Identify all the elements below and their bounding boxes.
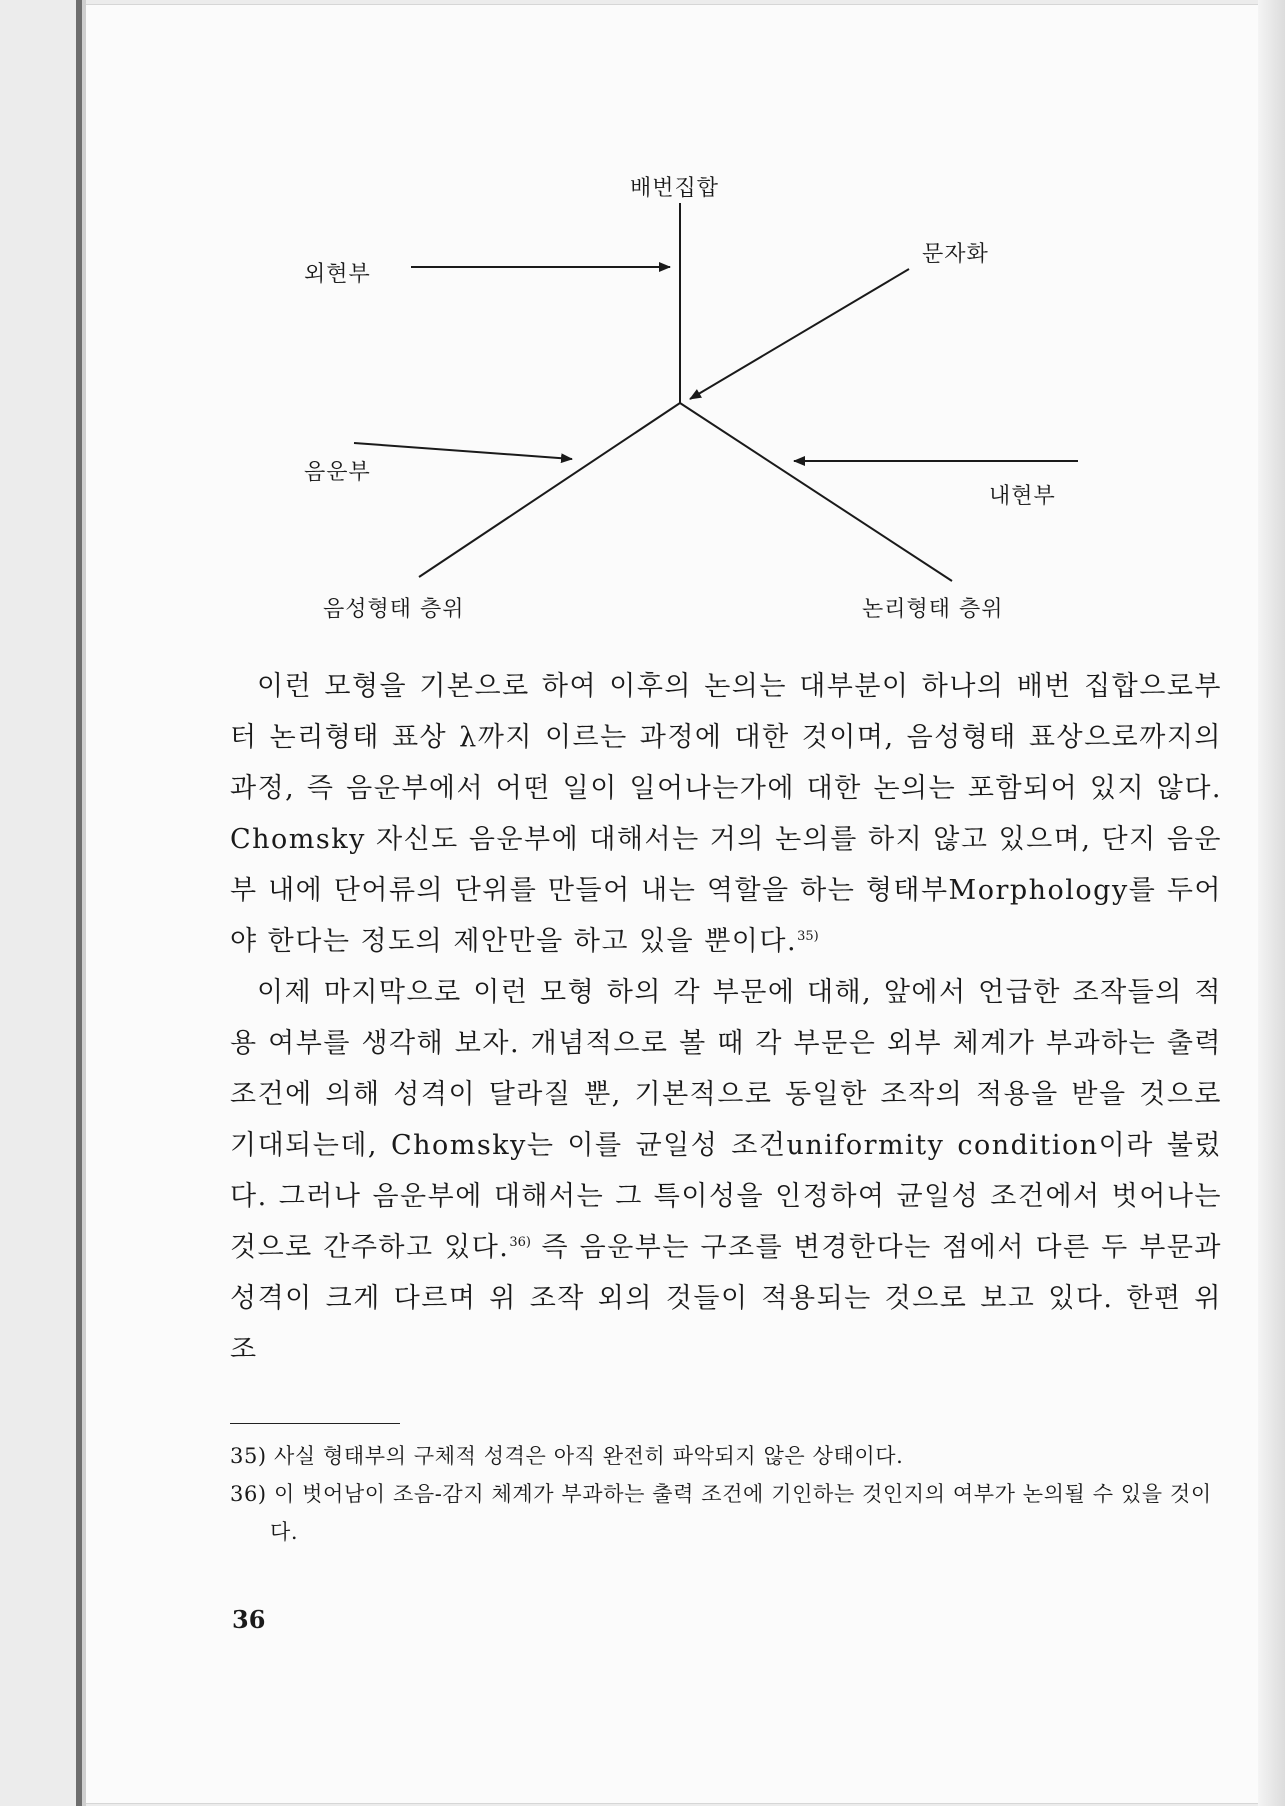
footnote-ref-35: 35) [797, 929, 819, 944]
branch-left-line [419, 403, 680, 577]
page-number: 36 [232, 1605, 266, 1634]
label-spell-out: 문자화 [922, 242, 989, 267]
label-numeration: 배번집합 [630, 176, 720, 201]
paragraph-1-text: 이런 모형을 기본으로 하여 이후의 논의는 대부분이 하나의 배번 집합으로부터 논리형태 표상 λ까지 이르는 과정에 대한 것이며, 음성형태 표상으로까지의 과정, 즉 음운부에서 어떤 일이 일어나는가에 대한 논의는 포함되어 있지 않다. Chomsky 자신도 음운부에 대해서는 거의 논의를 하지 않고 있으며, 단지 음운부 내에 단어류의 단위를 만들어 내는 역할을 하는 형태부Morphology를 두어야 한다는 정도의 제안만을 하고 있을 뿐이다. [230, 671, 1222, 957]
label-pf-level: 음성형태 층위 [323, 597, 465, 622]
label-lf-level: 논리형태 층위 [862, 597, 1004, 622]
footnote-35: 35) 사실 형태부의 구체적 성격은 아직 완전히 파악되지 않은 상태이다. [230, 1444, 904, 1468]
label-phonological-component: 음운부 [304, 460, 371, 485]
arrow-overt [690, 269, 909, 399]
derivation-diagram [86, 5, 1258, 645]
paragraph-1 [230, 661, 1222, 967]
branch-right-line [680, 403, 952, 581]
diagram-lines [86, 5, 1258, 645]
book-page [86, 4, 1258, 1804]
label-covert-component: 내현부 [989, 484, 1056, 509]
arrow-phonology [354, 443, 572, 459]
footnote-divider [230, 1423, 400, 1424]
paragraph-2-continuation: 즉 음운부는 구조를 변경한다는 점에서 다른 두 부문과 성격이 크게 다르며 위 조작 외의 것들이 적용되는 것으로 보고 있다. 한편 위 조 [230, 1232, 1222, 1365]
label-overt-component: 외현부 [304, 262, 371, 287]
body-text [230, 661, 1222, 1375]
paragraph-2-text: 이제 마지막으로 이런 모형 하의 각 부문에 대해, 앞에서 언급한 조작들의 적용 여부를 생각해 보자. 개념적으로 볼 때 각 부문은 외부 체계가 부과하는 출력 조건에 의해 성격이 달라질 뿐, 기본적으로 동일한 조작의 적용을 받을 것으로 기대되는데, Chomsky는 이를 균일성 조건uniformity condition이라 불렀다. 그러나 음운부에 대해서는 그 특이성을 인정하여 균일성 조건에서 벗어나는 것으로 간주하고 있다. [230, 977, 1222, 1263]
footnote-ref-36: 36) [509, 1235, 531, 1250]
page-edge-shadow [1258, 0, 1285, 1806]
footnotes [230, 1437, 1222, 1551]
footnote-36: 36) 이 벗어남이 조음-감지 체계가 부과하는 출력 조건에 기인하는 것인지의 여부가 논의될 수 있을 것이다. [230, 1482, 1212, 1544]
paragraph-2 [230, 967, 1222, 1375]
